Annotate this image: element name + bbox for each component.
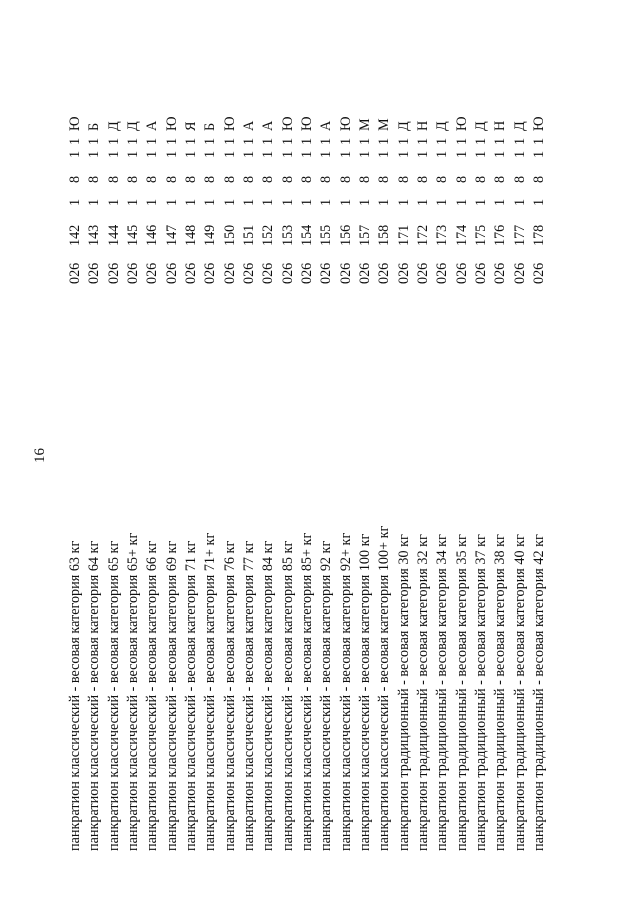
sport-code: 026 — [414, 262, 431, 284]
discipline-number: 146 — [144, 224, 161, 246]
code-digit-2: 8 — [337, 175, 354, 183]
gender-age-letter: Д — [124, 121, 141, 131]
discipline-number: 143 — [86, 224, 103, 246]
code-digit-2: 8 — [453, 175, 470, 183]
code-digit-2: 8 — [376, 175, 393, 183]
discipline-name: панкратион классический - весовая категория 76 кг — [221, 540, 238, 851]
table-row — [511, 0, 530, 905]
code-digit-1: 1 — [144, 198, 161, 206]
code-digit-4: 1 — [356, 137, 373, 145]
gender-age-letter: Д — [105, 121, 122, 131]
sport-code: 026 — [395, 262, 412, 284]
code-digit-2: 8 — [318, 175, 335, 183]
table-row — [143, 0, 162, 905]
discipline-name: панкратион классический - весовая категория 69 кг — [163, 540, 180, 851]
table-row — [124, 0, 143, 905]
gender-age-letter: Ю — [298, 116, 315, 131]
code-digit-2: 8 — [105, 175, 122, 183]
code-digit-1: 1 — [395, 198, 412, 206]
discipline-name: панкратион классический - весовая категория 65+ кг — [124, 532, 141, 851]
sport-code: 026 — [240, 262, 257, 284]
table-row — [472, 0, 491, 905]
gender-age-letter: А — [144, 120, 161, 131]
code-digit-4: 1 — [453, 137, 470, 145]
discipline-name: панкратион классический - весовая категория 63 кг — [67, 540, 83, 851]
table-row — [279, 0, 298, 905]
code-digit-2: 8 — [202, 175, 219, 183]
gender-age-letter: Ю — [67, 116, 83, 131]
code-digit-3: 1 — [124, 150, 141, 158]
gender-age-letter: Д — [472, 121, 489, 131]
sport-code: 026 — [144, 262, 161, 284]
discipline-name: панкратион классический - весовая категория 100 кг — [356, 533, 373, 851]
code-digit-1: 1 — [182, 198, 199, 206]
table-row — [395, 0, 414, 905]
gender-age-letter: Ю — [221, 116, 238, 131]
table-row — [240, 0, 259, 905]
sport-code: 026 — [298, 262, 315, 284]
code-digit-3: 1 — [318, 150, 335, 158]
table-row — [433, 0, 452, 905]
table-row — [356, 0, 375, 905]
gender-age-letter: Б — [86, 122, 103, 131]
discipline-number: 178 — [530, 224, 547, 246]
code-digit-3: 1 — [105, 150, 122, 158]
code-digit-4: 1 — [472, 137, 489, 145]
code-digit-1: 1 — [511, 198, 528, 206]
code-digit-3: 1 — [472, 150, 489, 158]
code-digit-2: 8 — [492, 175, 509, 183]
code-digit-3: 1 — [221, 150, 238, 158]
sport-code: 026 — [453, 262, 470, 284]
code-digit-1: 1 — [240, 198, 257, 206]
sport-code: 026 — [124, 262, 141, 284]
table-row — [259, 0, 278, 905]
code-digit-3: 1 — [530, 150, 547, 158]
table-row — [182, 0, 201, 905]
sport-code: 026 — [221, 262, 238, 284]
discipline-number: 152 — [260, 224, 277, 246]
code-digit-3: 1 — [202, 150, 219, 158]
code-digit-2: 8 — [298, 175, 315, 183]
code-digit-4: 1 — [414, 137, 431, 145]
code-digit-1: 1 — [279, 198, 296, 206]
table-row — [85, 0, 104, 905]
discipline-number: 157 — [356, 224, 373, 246]
code-digit-1: 1 — [163, 198, 180, 206]
code-digit-4: 1 — [182, 137, 199, 145]
sport-code: 026 — [279, 262, 296, 284]
code-digit-1: 1 — [298, 198, 315, 206]
code-digit-4: 1 — [240, 137, 257, 145]
sport-code: 026 — [472, 262, 489, 284]
table-row — [453, 0, 472, 905]
code-digit-3: 1 — [434, 150, 451, 158]
sport-discipline-table — [66, 0, 549, 905]
table-row — [105, 0, 124, 905]
discipline-number: 171 — [395, 224, 412, 246]
discipline-name: панкратион традиционный - весовая категория 37 кг — [472, 534, 489, 851]
code-digit-1: 1 — [124, 198, 141, 206]
sport-code: 026 — [318, 262, 335, 284]
gender-age-letter: Ю — [530, 116, 547, 131]
sport-code: 026 — [356, 262, 373, 284]
discipline-number: 175 — [472, 224, 489, 246]
discipline-name: панкратион классический - весовая категория 92 кг — [318, 540, 335, 851]
code-digit-4: 1 — [511, 137, 528, 145]
discipline-number: 172 — [414, 224, 431, 246]
discipline-number: 153 — [279, 224, 296, 246]
gender-age-letter: Д — [395, 121, 412, 131]
sport-code: 026 — [492, 262, 509, 284]
gender-age-letter: Я — [182, 121, 199, 131]
code-digit-2: 8 — [279, 175, 296, 183]
table-row — [317, 0, 336, 905]
discipline-number: 150 — [221, 224, 238, 246]
code-digit-4: 1 — [395, 137, 412, 145]
code-digit-4: 1 — [318, 137, 335, 145]
discipline-name: панкратион традиционный - весовая категория 35 кг — [453, 534, 470, 851]
discipline-number: 177 — [511, 224, 528, 246]
discipline-name: панкратион традиционный - весовая категория 38 кг — [492, 534, 509, 851]
discipline-number: 147 — [163, 224, 180, 246]
discipline-name: панкратион классический - весовая категория 85+ кг — [298, 532, 315, 851]
gender-age-letter: Ю — [163, 116, 180, 131]
table-row — [163, 0, 182, 905]
discipline-name: панкратион традиционный - весовая категория 32 кг — [414, 534, 431, 851]
code-digit-4: 1 — [124, 137, 141, 145]
code-digit-4: 1 — [492, 137, 509, 145]
code-digit-2: 8 — [67, 175, 83, 183]
code-digit-3: 1 — [240, 150, 257, 158]
sport-code: 026 — [202, 262, 219, 284]
discipline-name: панкратион классический - весовая категория 77 кг — [240, 540, 257, 851]
discipline-number: 156 — [337, 224, 354, 246]
gender-age-letter: А — [240, 120, 257, 131]
code-digit-2: 8 — [395, 175, 412, 183]
discipline-number: 154 — [298, 224, 315, 246]
gender-age-letter: Ю — [453, 116, 470, 131]
discipline-number: 158 — [376, 224, 393, 246]
table-row — [298, 0, 317, 905]
code-digit-2: 8 — [414, 175, 431, 183]
code-digit-4: 1 — [105, 137, 122, 145]
code-digit-3: 1 — [337, 150, 354, 158]
code-digit-3: 1 — [279, 150, 296, 158]
code-digit-3: 1 — [492, 150, 509, 158]
sport-code: 026 — [67, 262, 83, 284]
discipline-name: панкратион традиционный - весовая категория 34 кг — [434, 534, 451, 851]
table-row — [530, 0, 549, 905]
code-digit-2: 8 — [182, 175, 199, 183]
code-digit-4: 1 — [337, 137, 354, 145]
code-digit-1: 1 — [67, 198, 83, 206]
code-digit-3: 1 — [67, 150, 83, 158]
code-digit-3: 1 — [414, 150, 431, 158]
sport-code: 026 — [511, 262, 528, 284]
code-digit-1: 1 — [221, 198, 238, 206]
code-digit-1: 1 — [530, 198, 547, 206]
code-digit-4: 1 — [298, 137, 315, 145]
discipline-name: панкратион классический - весовая категория 64 кг — [86, 540, 103, 851]
discipline-number: 142 — [67, 224, 83, 246]
code-digit-3: 1 — [453, 150, 470, 158]
code-digit-4: 1 — [86, 137, 103, 145]
sport-code: 026 — [434, 262, 451, 284]
code-digit-3: 1 — [260, 150, 277, 158]
code-digit-1: 1 — [318, 198, 335, 206]
discipline-number: 173 — [434, 224, 451, 246]
gender-age-letter: М — [356, 118, 373, 131]
code-digit-1: 1 — [105, 198, 122, 206]
sport-code: 026 — [163, 262, 180, 284]
gender-age-letter: Б — [202, 122, 219, 131]
code-digit-4: 1 — [260, 137, 277, 145]
discipline-name: панкратион классический - весовая категория 100+ кг — [376, 525, 393, 851]
table-row — [337, 0, 356, 905]
code-digit-4: 1 — [376, 137, 393, 145]
discipline-name: панкратион классический - весовая категория 71+ кг — [202, 532, 219, 851]
discipline-number: 176 — [492, 224, 509, 246]
discipline-name: панкратион классический - весовая категория 92+ кг — [337, 532, 354, 851]
gender-age-letter: Ю — [279, 116, 296, 131]
code-digit-2: 8 — [124, 175, 141, 183]
code-digit-1: 1 — [202, 198, 219, 206]
gender-age-letter: Ю — [337, 116, 354, 131]
code-digit-3: 1 — [144, 150, 161, 158]
code-digit-2: 8 — [530, 175, 547, 183]
code-digit-2: 8 — [240, 175, 257, 183]
code-digit-1: 1 — [337, 198, 354, 206]
code-digit-1: 1 — [356, 198, 373, 206]
table-row — [375, 0, 394, 905]
code-digit-1: 1 — [86, 198, 103, 206]
gender-age-letter: Д — [434, 121, 451, 131]
discipline-name: панкратион классический - весовая категория 84 кг — [260, 540, 277, 851]
table-row — [221, 0, 240, 905]
discipline-name: панкратион традиционный - весовая категория 40 кг — [511, 534, 528, 851]
discipline-name: панкратион классический - весовая категория 85 кг — [279, 540, 296, 851]
discipline-name: панкратион традиционный - весовая категория 42 кг — [530, 534, 547, 851]
discipline-name: панкратион традиционный - весовая категория 30 кг — [395, 534, 412, 851]
gender-age-letter: А — [318, 120, 335, 131]
code-digit-3: 1 — [511, 150, 528, 158]
sport-code: 026 — [182, 262, 199, 284]
table-row — [66, 0, 85, 905]
code-digit-3: 1 — [376, 150, 393, 158]
discipline-number: 155 — [318, 224, 335, 246]
code-digit-4: 1 — [202, 137, 219, 145]
page-number: 16 — [32, 448, 48, 463]
code-digit-4: 1 — [144, 137, 161, 145]
code-digit-2: 8 — [86, 175, 103, 183]
code-digit-4: 1 — [434, 137, 451, 145]
code-digit-2: 8 — [356, 175, 373, 183]
code-digit-4: 1 — [67, 137, 83, 145]
discipline-name: панкратион классический - весовая категория 65 кг — [105, 540, 122, 851]
code-digit-2: 8 — [434, 175, 451, 183]
code-digit-3: 1 — [298, 150, 315, 158]
table-row — [414, 0, 433, 905]
code-digit-1: 1 — [434, 198, 451, 206]
code-digit-3: 1 — [356, 150, 373, 158]
code-digit-1: 1 — [260, 198, 277, 206]
sport-code: 026 — [260, 262, 277, 284]
discipline-number: 151 — [240, 224, 257, 246]
code-digit-4: 1 — [530, 137, 547, 145]
code-digit-1: 1 — [453, 198, 470, 206]
code-digit-3: 1 — [86, 150, 103, 158]
discipline-number: 174 — [453, 224, 470, 246]
discipline-number: 149 — [202, 224, 219, 246]
code-digit-2: 8 — [472, 175, 489, 183]
sport-code: 026 — [337, 262, 354, 284]
sport-code: 026 — [530, 262, 547, 284]
sport-code: 026 — [376, 262, 393, 284]
discipline-name: панкратион классический - весовая категория 66 кг — [144, 540, 161, 851]
code-digit-3: 1 — [182, 150, 199, 158]
discipline-number: 145 — [124, 224, 141, 246]
gender-age-letter: М — [376, 118, 393, 131]
code-digit-1: 1 — [376, 198, 393, 206]
gender-age-letter: Д — [511, 121, 528, 131]
code-digit-2: 8 — [511, 175, 528, 183]
table-row — [491, 0, 510, 905]
gender-age-letter: А — [260, 120, 277, 131]
sport-code: 026 — [105, 262, 122, 284]
gender-age-letter: Н — [492, 120, 509, 131]
code-digit-2: 8 — [221, 175, 238, 183]
code-digit-3: 1 — [395, 150, 412, 158]
discipline-number: 144 — [105, 224, 122, 246]
code-digit-4: 1 — [163, 137, 180, 145]
discipline-name: панкратион классический - весовая категория 71 кг — [182, 540, 199, 851]
code-digit-1: 1 — [414, 198, 431, 206]
code-digit-4: 1 — [221, 137, 238, 145]
code-digit-2: 8 — [144, 175, 161, 183]
code-digit-1: 1 — [492, 198, 509, 206]
table-row — [201, 0, 220, 905]
code-digit-3: 1 — [163, 150, 180, 158]
code-digit-1: 1 — [472, 198, 489, 206]
discipline-number: 148 — [182, 224, 199, 246]
code-digit-2: 8 — [163, 175, 180, 183]
code-digit-2: 8 — [260, 175, 277, 183]
gender-age-letter: Н — [414, 120, 431, 131]
code-digit-4: 1 — [279, 137, 296, 145]
sport-code: 026 — [86, 262, 103, 284]
